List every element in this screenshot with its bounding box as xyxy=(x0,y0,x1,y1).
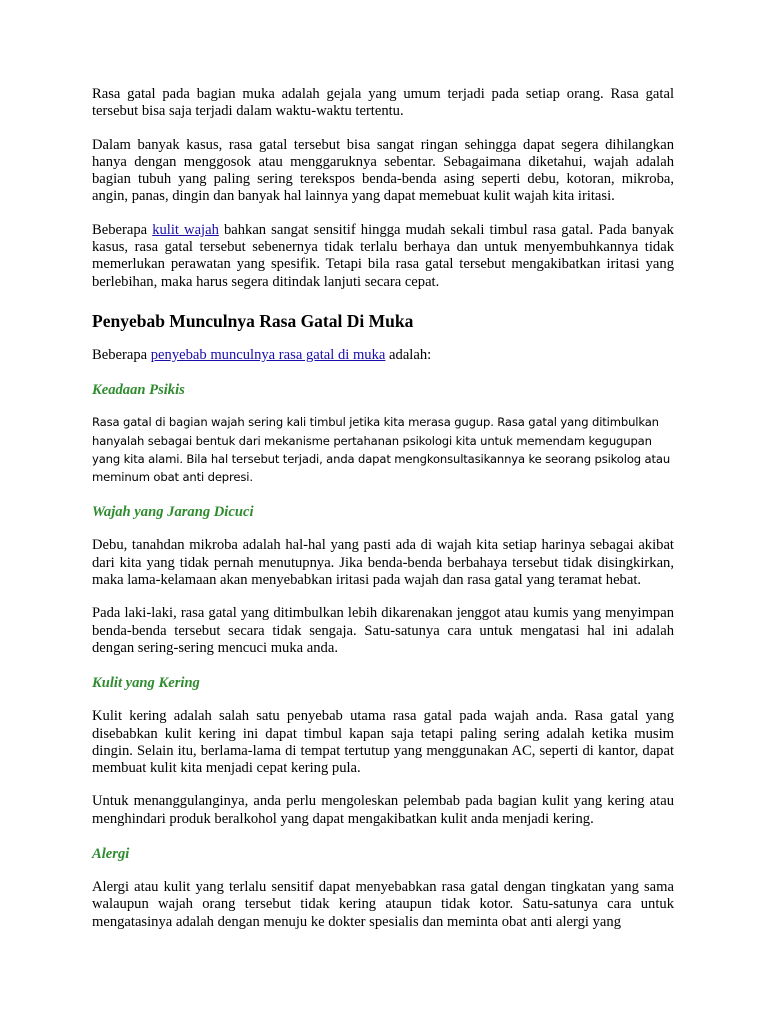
section-paragraph: Rasa gatal di bagian wajah sering kali timbul jetika kita merasa gugup. Rasa gatal yang ditimbulkan hanyalah sebagai bentuk dari mekanisme pertahanan psikologi kita untuk memendam kegugupan yang kita alami. Bila hal tersebut terjadi, anda dapat mengkonsultasikannya ke seorang psikolog atau meminum obat anti depresi. xyxy=(92,415,671,485)
intro-paragraph-1: Rasa gatal pada bagian muka adalah gejala yang umum terjadi pada setiap orang. Rasa gatal tersebut bisa saja terjadi dalam waktu-waktu tertentu. xyxy=(92,86,674,120)
section-paragraph: Alergi atau kulit yang terlalu sensitif dapat menyebabkan rasa gatal dengan tingkatan yang sama walaupun wajah orang tersebut tidak kering ataupun tidak kotor. Satu-satunya cara untuk mengatasinya adalah dengan menuju ke dokter spesialis dan meminta obat anti alergi yang xyxy=(92,879,674,930)
text-span: bahkan sangat sensitif hingga mudah sekali timbul rasa gatal. Pada banyak kasus, rasa gatal tersebut sebenernya tidak terlalu berhaya dan untuk menyembuhkannya tidak memerlukan perawatan yang spesifik. Tetapi bila rasa gatal tersebut mengakibatkan iritasi yang berlebihan, maka harus segera ditindak lanjuti secara cepat. xyxy=(92,221,674,290)
section-title-keadaan-psikis: Keadaan Psikis xyxy=(92,382,185,399)
kulit-wajah-link[interactable]: kulit wajah xyxy=(152,221,219,238)
section-paragraph: Pada laki-laki, rasa gatal yang ditimbulkan lebih dikarenakan jenggot atau kumis yang menyimpan benda-benda tersebut secara tidak sengaja. Satu-satunya cara untuk mengatasi hal ini adalah dengan sering-sering mencuci muka anda. xyxy=(92,605,674,656)
section-paragraph: Debu, tanahdan mikroba adalah hal-hal yang pasti ada di wajah kita setiap harinya sebagai akibat dari kita yang tidak pernah menutupnya. Jika benda-benda berbahaya tersebut tidak disingkirkan, maka lama-kelamaan akan menyebabkan iritasi pada wajah dan rasa gatal yang teramat hebat. xyxy=(92,537,674,589)
section-title-alergi: Alergi xyxy=(92,846,130,863)
text-span: Beberapa xyxy=(92,221,153,238)
text-span: adalah: xyxy=(385,346,432,363)
intro-paragraph-3 xyxy=(92,222,674,291)
penyebab-link[interactable]: penyebab munculnya rasa gatal di muka xyxy=(150,346,386,363)
section-title-wajah-jarang-dicuci: Wajah yang Jarang Dicuci xyxy=(92,504,254,521)
causes-intro xyxy=(92,347,674,364)
section-title-kulit-kering: Kulit yang Kering xyxy=(92,675,200,692)
intro-paragraph-2: Dalam banyak kasus, rasa gatal tersebut bisa sangat ringan sehingga dapat segera dihilangkan hanya dengan menggosok atau menggaruknya sebentar. Sebagaimana diketahui, wajah adalah bagian tubuh yang paling sering terekspos benda-benda asing seperti debu, kotoran, mikroba, angin, panas, dingin dan banyak hal lainnya yang dapat memebuat kulit wajah kita iritasi. xyxy=(92,136,674,205)
main-heading: Penyebab Munculnya Rasa Gatal Di Muka xyxy=(92,310,414,331)
text-span: Beberapa xyxy=(92,346,151,363)
section-paragraph: Kulit kering adalah salah satu penyebab utama rasa gatal pada wajah anda. Rasa gatal yang disebabkan kulit kering ini dapat timbul kapan saja tetapi paling sering adalah ketika musim dingin. Selain itu, berlama-lama di tempat tertutup yang menggunakan AC, seperti di kantor, dapat membuat kulit kita menjadi cepat kering pula. xyxy=(92,708,674,777)
section-paragraph: Untuk menanggulanginya, anda perlu mengoleskan pelembab pada bagian kulit yang kering atau menghindari produk beralkohol yang dapat mengakibatkan kulit anda menjadi kering. xyxy=(92,793,674,827)
document-page xyxy=(92,86,674,931)
